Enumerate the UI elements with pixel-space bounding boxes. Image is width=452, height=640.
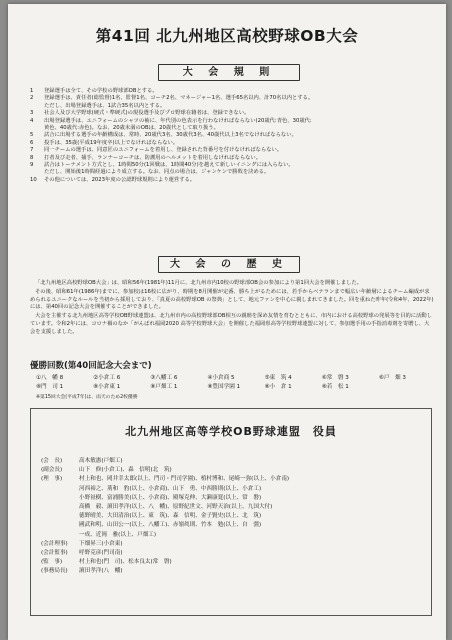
- wins-row: [36, 374, 436, 383]
- rule-text: 登録選手は全て、その学校の野球部OBとする。: [44, 88, 158, 94]
- rule-text: 登録選手は、責任者(総監督)1名、監督1名、コーチ2名、マネージャー1名、選手65名以内、計70名以内とする。: [44, 95, 314, 102]
- officer-members: 河西裕之、荊和 豹(以上、小倉商)、山下 勇、中西勝則(以上、小倉工): [79, 485, 262, 492]
- rule-number: 1: [30, 88, 34, 94]
- page-title: 第41回 北九州地区高校野球OB大会: [95, 27, 359, 45]
- officer-row: [41, 512, 421, 521]
- history-paragraph: その後、昭和61年(1986年)までに、参加校は16校に広がり、時期を8月開催が定番、勝ち上がるためには、若手からベテランまで幅広い年齢層によるチーム編成が求められるユニークなルールを当初から採用しており、「真夏の高校野球OB の祭典」として、地元ファンを中心に親しまれてきました。回を重ねた昨年(令和4年、2022年)には、第40回の記念大会を開催することができました。: [30, 289, 434, 311]
- officer-role: (会 長): [41, 458, 63, 464]
- rule-number: 6: [30, 139, 34, 146]
- rule-number: [30, 125, 44, 132]
- rule-text: 投手は、35歳(平成19年度卒)以上でなければならない。: [44, 139, 179, 146]
- officer-row: [41, 540, 421, 549]
- wins-entry: ⑧戸畑工 1: [150, 384, 178, 390]
- wins-entry: ⑥常 磐 3: [321, 375, 349, 381]
- rule-text: ただし、出場登録選手は、1試合35名以内とする。: [44, 102, 166, 109]
- rule-item: [30, 155, 434, 162]
- wins-list: [36, 374, 436, 392]
- officer-members: 濵田孝洋(八 幡): [79, 568, 123, 575]
- officer-members: 山下 修(小倉工)、森 信明(北 筑): [79, 467, 172, 474]
- wins-entry: ④小倉商 5: [207, 375, 235, 381]
- wins-entry: ⑧小 倉 1: [264, 384, 292, 390]
- rule-number: [30, 169, 44, 176]
- rule-item: [30, 110, 434, 117]
- rule-text: その他については、2023年度の公認野球規則により運営する。: [44, 176, 196, 183]
- officer-role: (副会長): [41, 467, 63, 474]
- officer-role: (会計理事): [41, 540, 68, 547]
- rule-item: [30, 169, 434, 176]
- wins-entry: ⑤東 筑 4: [264, 375, 292, 381]
- wins-entry: ⑧豊国学園 1: [207, 384, 241, 390]
- officer-members: 高橋 毅、濵田孝洋(以上、八 幡)、原野紀世文、河野天治(以上、九国大付): [79, 504, 273, 511]
- rule-item: [30, 147, 434, 154]
- rule-text: 試合に出場する選手の年齢構成は、常時、20歳代3名、30歳代3名、40歳代以上3名でなければならない。: [44, 132, 297, 139]
- rule-number: [30, 103, 44, 110]
- officer-members: 村上和也、岡井幸太郎(以上、門司・門司学園)、植村博和、尾崎一弥(以上、小倉南): [79, 476, 290, 483]
- wins-entry: ①八 幡 8: [36, 375, 64, 381]
- rule-text: ただし、開始後1時間経過により成立する。なお、同点の場合は、ジャンケンで勝敗を決める。: [44, 169, 270, 176]
- officer-role: [41, 512, 79, 521]
- officer-role: [41, 494, 79, 503]
- history-paragraph: 「北九州地区高校野球OB大会」は、昭和56年(1981年)11月に、北九州市内10校の野球部OB会の参加により第1回大会を開催しました。: [35, 280, 362, 286]
- rule-number: 5: [30, 132, 34, 139]
- rule-number: 10: [30, 176, 37, 183]
- rule-text: 出場登録選手は、ユニフォームのシャツの袖に、年代別の色表示を行わなければならない(20歳代:青色、30歳代:: [44, 117, 312, 124]
- officer-role: (会計監事): [41, 550, 68, 557]
- officer-row: [41, 549, 421, 558]
- officer-role: [41, 521, 79, 530]
- rule-text: 同一チームの選手は、同意匠のユニフォームを着用し、登録された背番号を付けなければならない。: [44, 147, 283, 154]
- wins-entry: ②小倉工 6: [93, 375, 121, 381]
- rule-text: 試合はトーナメント方式とし、1時間50分(1回戦は、1時間40分)を越えて新しいイニングには入らない。: [44, 162, 294, 169]
- rule-number: 4: [30, 117, 34, 124]
- rule-item: [30, 118, 434, 125]
- rule-text: 黄色、40歳代:赤色)。なお、20歳未満のOBは、20歳代として取り扱う。: [44, 125, 219, 132]
- officer-row: [41, 475, 421, 484]
- rule-text: 打者及び走者、捕手、ランナーコーチは、防護用のヘルメットを着用しなければならない。: [44, 154, 262, 161]
- rule-item: [30, 95, 434, 102]
- officer-row: [41, 558, 421, 567]
- rules-heading: 大 会 規 則: [158, 64, 300, 81]
- officer-role: (理 事): [41, 476, 63, 483]
- wins-note: ※第15回大会(平成7年)は、雨天のため2校優勝: [36, 395, 138, 400]
- officer-role: (事務局長): [41, 568, 68, 575]
- wins-title: 優勝回数(第40回記念大会まで): [30, 361, 152, 371]
- wins-entry: [379, 383, 436, 392]
- officer-members: 下畑昇三(小倉東): [79, 540, 123, 547]
- rule-item: [30, 132, 434, 139]
- rule-number: 3: [30, 110, 34, 117]
- wins-entry: ③八幡工 6: [150, 375, 178, 381]
- officer-members: 小野祉樹、富浦勝美(以上、小倉商)、殿塚克伸、大瀬康寛(以上、常 磐): [79, 494, 262, 501]
- rule-item: [30, 177, 434, 184]
- officer-row: [41, 531, 421, 540]
- wins-entry: ⑥戸 畑 3: [378, 375, 406, 381]
- officers-list: [41, 457, 421, 577]
- wins-entry: ⑧門 司 1: [36, 384, 64, 390]
- document-page: [8, 4, 446, 640]
- history-text: [30, 280, 434, 338]
- officer-members: 徳野晴美、大田清治(以上、東 筑)、森 信明、金子賢史(以上、北 筑): [79, 513, 262, 520]
- officer-members: 呼野克彦(門司南): [79, 550, 123, 557]
- officer-row: [41, 457, 421, 466]
- wins-row: [36, 383, 436, 392]
- officer-role: (監 事): [41, 559, 63, 566]
- officer-role: [41, 531, 79, 540]
- rule-number: 9: [30, 162, 34, 169]
- wins-entry: ⑧若 松 1: [321, 384, 349, 390]
- officer-row: [41, 494, 421, 503]
- officer-row: [41, 503, 421, 512]
- officer-row: [41, 466, 421, 475]
- rule-text: 社会人及び大学野球(硬式・準硬式)の現役選手及びプロ野球在籍者は、登録できない。: [44, 110, 250, 117]
- officer-row: [41, 485, 421, 494]
- officer-row: [41, 567, 421, 576]
- history-paragraph: 大会を主催する北九州地区高等学校OB野球連盟は、北九州市内の高校野球部OB相互の親睦を深め友情を育むとともに、市内における高校野球の発展等を目的に活動しています。令和2年には、コロナ禍のなか「がんばれ福岡2020 高等学校野球大会」を開催した福岡県高等学校野球連盟に対して、参加選手用の手指消毒剤を寄贈し、大会を支援しました。: [30, 313, 432, 335]
- history-heading: 大 会 の 歴 史: [158, 256, 300, 273]
- officer-role: [41, 503, 79, 512]
- rule-number: 8: [30, 154, 34, 161]
- rule-number: 7: [30, 147, 34, 154]
- officers-box: [30, 408, 432, 616]
- officer-members: 國武和明、山田公一(以上、八幡工)、赤嶺眞則、竹本 勉(以上、自 彊): [79, 522, 262, 529]
- officer-row: [41, 521, 421, 530]
- wins-entry: ⑧小倉東 1: [93, 384, 121, 390]
- rules-list: [30, 88, 434, 184]
- officer-members: 高木敏憲(戸畑工): [79, 458, 123, 464]
- officers-title: 北九州地区高等学校OB野球連盟 役員: [125, 425, 337, 438]
- rule-number: 2: [30, 95, 34, 102]
- officer-members: 一成、近岡 雅(以上、戸畑工): [79, 531, 157, 538]
- officer-members: 村上和也(門 司)、松本良太(常 磐): [79, 559, 172, 566]
- officer-role: [41, 485, 79, 494]
